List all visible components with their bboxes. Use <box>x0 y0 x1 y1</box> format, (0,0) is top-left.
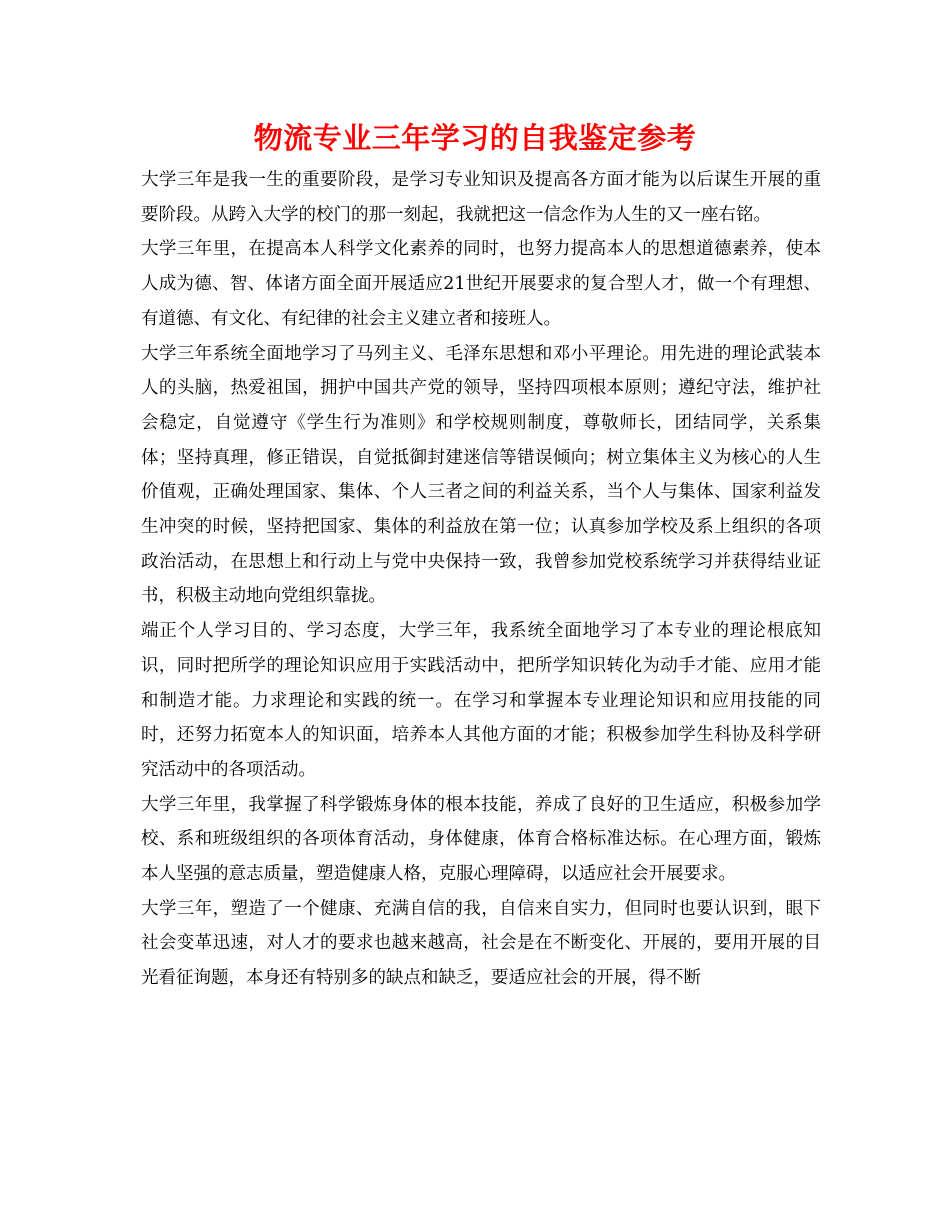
document-title: 物流专业三年学习的自我鉴定参考 <box>253 121 697 155</box>
paragraph-2: 大学三年里，在提高本人科学文化素养的同时，也努力提高本人的思想道德素养，使本人成为德、智、体诸方面全面开展适应21世纪开展要求的复合型人才，做一个有理想、有道德、有文化、有纪律的社会主义建立者和接班人。 <box>141 239 821 329</box>
paragraph-4: 端正个人学习目的、学习态度，大学三年，我系统全面地学习了本专业的理论根底知识，同时把所学的理论知识应用于实践活动中，把所学知识转化为动手才能、应用才能和制造才能。力求理论和实践的统一。在学习和掌握本专业理论知识和应用技能的同时，还努力拓宽本人的知识面，培养本人其他方面的才能；积极参加学生科协及科学研究活动中的各项活动。 <box>141 621 821 780</box>
paragraph-6: 大学三年，塑造了一个健康、充满自信的我，自信来自实力，但同时也要认识到，眼下社会变革迅速，对人才的要求也越来越高，社会是在不断变化、开展的，要用开展的目光看征询题，本身还有特别多的缺点和缺乏，要适应社会的开展，得不断 <box>141 898 821 989</box>
paragraph-3: 大学三年系统全面地学习了马列主义、毛泽东思想和邓小平理论。用先进的理论武装本人的头脑，热爱祖国，拥护中国共产党的领导，坚持四项根本原则；遵纪守法，维护社会稳定，自觉遵守《学生行为准则》和学校规则制度，尊敬师长，团结同学，关系集体；坚持真理，修正错误，自觉抵御封建迷信等错误倾向；树立集体主义为核心的人生价值观，正确处理国家、集体、个人三者之间的利益关系，当个人与集体、国家利益发生冲突的时候，坚持把国家、集体的利益放在第一位；认真参加学校及系上组织的各项政治活动，在思想上和行动上与党中央保持一致，我曾参加党校系统学习并获得结业证书，积极主动地向党组织靠拢。 <box>141 343 821 607</box>
paragraph-5: 大学三年里，我掌握了科学锻炼身体的根本技能，养成了良好的卫生适应，积极参加学校、系和班级组织的各项体育活动，身体健康，体育合格标准达标。在心理方面，锻炼本人坚强的意志质量，塑造健康人格，克服心理障碍，以适应社会开展要求。 <box>141 794 821 885</box>
paragraph-1: 大学三年是我一生的重要阶段，是学习专业知识及提高各方面才能为以后谋生开展的重要阶段。从跨入大学的校门的那一刻起，我就把这一信念作为人生的又一座右铭。 <box>141 170 821 225</box>
document-body <box>141 163 821 996</box>
